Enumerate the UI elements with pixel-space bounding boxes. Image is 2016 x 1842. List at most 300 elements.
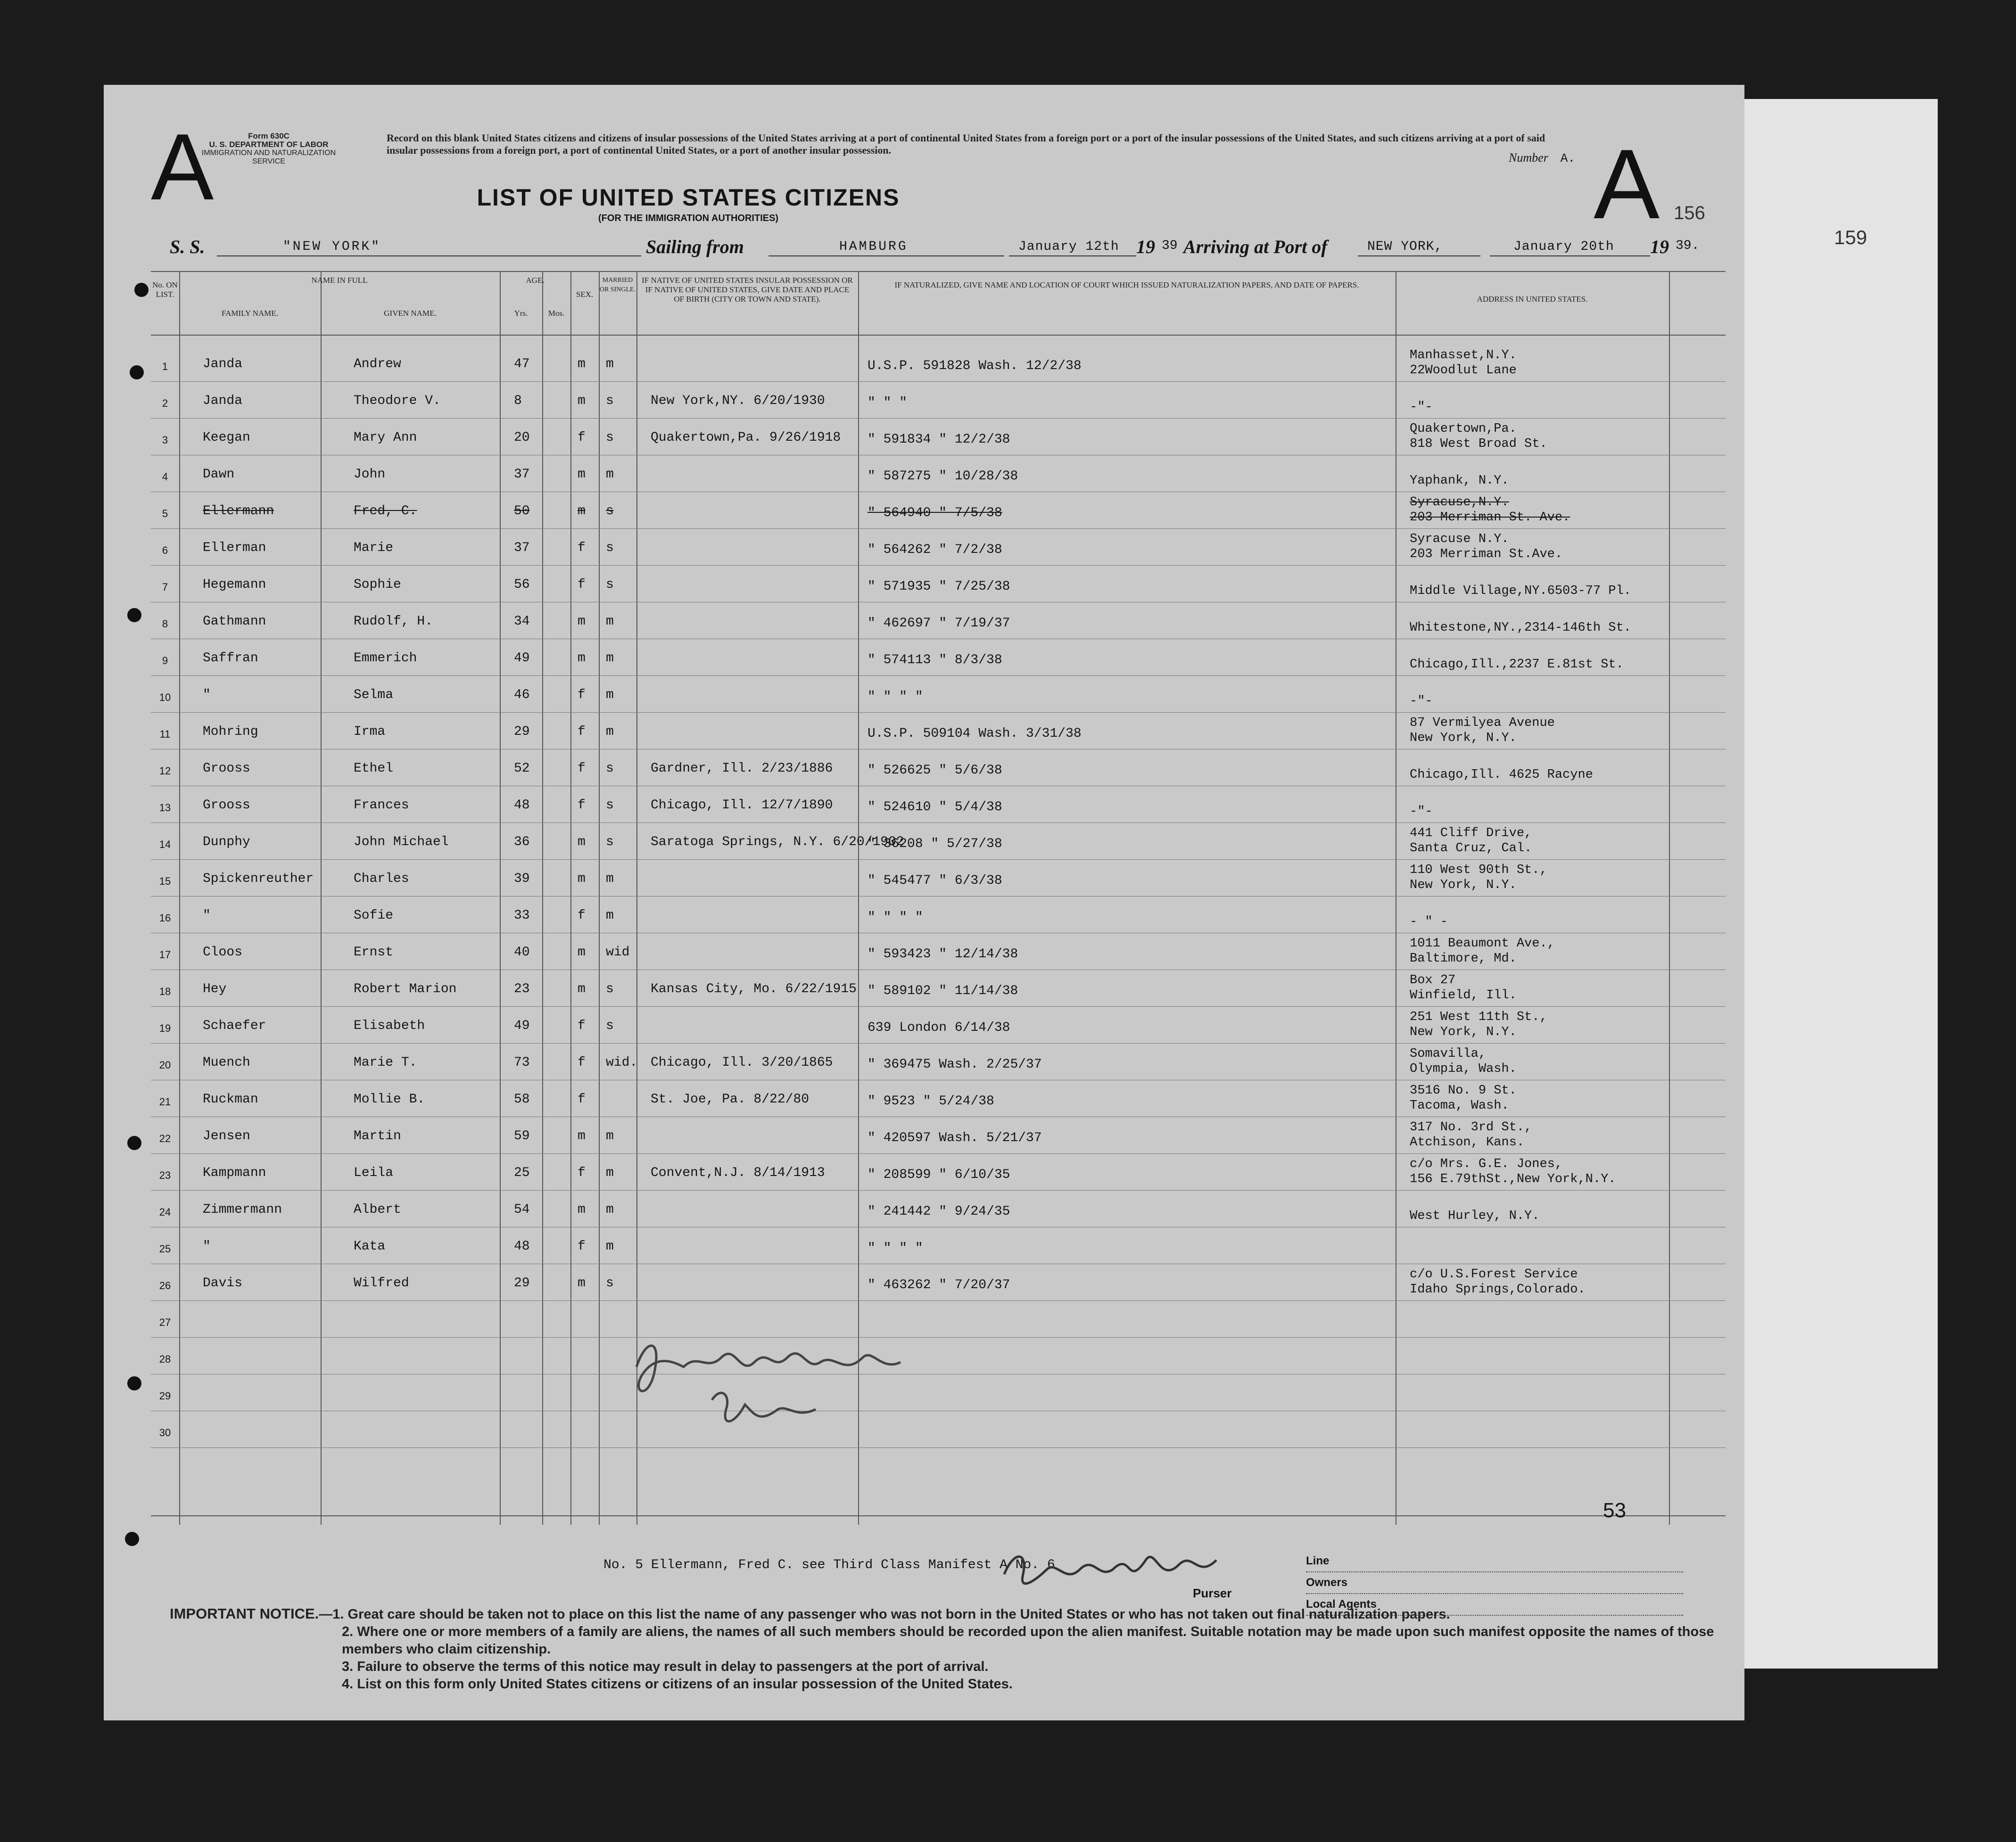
table-row	[151, 1008, 1726, 1045]
marital-status: s	[606, 1276, 614, 1291]
age-years: 36	[514, 835, 530, 849]
stamp-letter-right: A	[1594, 129, 1660, 239]
row-number: 13	[159, 802, 171, 814]
naturalization: U.S.P. 591828 Wash. 12/2/38	[868, 359, 1082, 373]
address-line-1: c/o U.S.Forest Service	[1410, 1267, 1578, 1282]
page-subtitle: (FOR THE IMMIGRATION AUTHORITIES)	[598, 213, 779, 223]
sex: f	[578, 908, 586, 923]
given-name: Marie T.	[354, 1055, 417, 1070]
col-given: GIVEN NAME.	[384, 309, 437, 318]
notice-lead: IMPORTANT NOTICE.	[170, 1605, 319, 1622]
address-line-2: Middle Village,NY.6503-77 Pl.	[1410, 584, 1631, 598]
age-years: 23	[514, 982, 530, 996]
row-number: 19	[159, 1022, 171, 1034]
table-row	[151, 1413, 1726, 1449]
given-name: Andrew	[354, 357, 401, 371]
row-number: 16	[159, 912, 171, 924]
address-line-2: Atchison, Kans.	[1410, 1135, 1525, 1150]
address-line-2: New York, N.Y.	[1410, 1025, 1517, 1039]
given-name: Albert	[354, 1202, 401, 1217]
purser-label: Purser	[1193, 1586, 1232, 1600]
address-line-2: New York, N.Y.	[1410, 878, 1517, 892]
birth-place-date: Kansas City, Mo. 6/22/1915	[651, 982, 857, 996]
sex: m	[578, 504, 586, 518]
row-number: 10	[159, 691, 171, 703]
marital-status: m	[606, 1129, 614, 1143]
marital-status: m	[606, 872, 614, 886]
table-row	[151, 604, 1726, 641]
birth-place-date: Chicago, Ill. 3/20/1865	[651, 1055, 833, 1070]
naturalization: " " " "	[868, 690, 923, 704]
family-name: Hey	[203, 982, 227, 996]
address-line-1: c/o Mrs. G.E. Jones,	[1410, 1157, 1563, 1171]
birth-place-date: New York,NY. 6/20/1930	[651, 394, 825, 408]
number-value: A.	[1560, 151, 1575, 165]
birth-place-date: St. Joe, Pa. 8/22/80	[651, 1092, 810, 1107]
line-label: Line	[1306, 1551, 1683, 1572]
given-name: Theodore V.	[354, 394, 441, 408]
address-line-2: Baltimore, Md.	[1410, 952, 1517, 966]
age-years: 50	[514, 504, 530, 518]
handwritten-number: 156	[1674, 203, 1705, 223]
family-name: Hegemann	[203, 577, 266, 592]
birth-place-date: Chicago, Ill. 12/7/1890	[651, 798, 833, 813]
row-number: 12	[159, 765, 171, 777]
address-line-2: Whitestone,NY.,2314-146th St.	[1410, 621, 1631, 635]
given-name: Sofie	[354, 908, 394, 923]
voyage-line	[170, 236, 1726, 259]
sex: f	[578, 1166, 586, 1180]
row-number: 21	[159, 1096, 171, 1108]
marital-status: s	[606, 394, 614, 408]
age-years: 56	[514, 577, 530, 592]
address-line-2: 156 E.79thSt.,New York,N.Y.	[1410, 1172, 1616, 1186]
row-number: 5	[162, 508, 168, 519]
address-line-2: West Hurley, N.Y.	[1410, 1209, 1540, 1223]
age-years: 46	[514, 688, 530, 702]
form-number: Form 630C	[248, 132, 289, 140]
given-name: Leila	[354, 1166, 394, 1180]
family-name: Schaefer	[203, 1019, 266, 1033]
birth-place-date: Convent,N.J. 8/14/1913	[651, 1166, 825, 1180]
arrive-date: January 20th	[1513, 239, 1614, 254]
marital-status: s	[606, 982, 614, 996]
address-line-1: 87 Vermilyea Avenue	[1410, 716, 1555, 730]
family-name: Ellerman	[203, 541, 266, 555]
sex: f	[578, 688, 586, 702]
port-to: NEW YORK,	[1367, 239, 1443, 254]
col-married: MARRIED OR SINGLE.	[599, 277, 636, 293]
family-name: Zimmermann	[203, 1202, 282, 1217]
age-years: 47	[514, 357, 530, 371]
marital-status: wid	[606, 945, 630, 960]
naturalization: " 462697 " 7/19/37	[868, 616, 1010, 631]
table-row	[151, 898, 1726, 935]
port-from: HAMBURG	[839, 239, 908, 254]
owners-label: Owners	[1306, 1572, 1683, 1594]
given-name: Mollie B.	[354, 1092, 425, 1107]
family-name: Janda	[203, 394, 243, 408]
naturalization: " 591834 " 12/2/38	[868, 432, 1010, 447]
punch-hole	[127, 608, 141, 622]
family-name: Saffran	[203, 651, 258, 666]
family-name: Jensen	[203, 1129, 250, 1143]
naturalization: " " " "	[868, 910, 923, 925]
address-line-1: Somavilla,	[1410, 1047, 1487, 1061]
sex: f	[578, 1055, 586, 1070]
footnote: No. 5 Ellermann, Fred C. see Third Class Manifest A No. 6	[603, 1558, 1055, 1572]
naturalization: 639 London 6/14/38	[868, 1020, 1010, 1035]
table-row	[151, 1045, 1726, 1082]
given-name: Ethel	[354, 761, 394, 776]
sex: m	[578, 872, 586, 886]
col-mos: Mos.	[548, 309, 565, 318]
ship-name: "NEW YORK"	[283, 239, 381, 254]
row-number: 8	[162, 618, 168, 630]
row-number: 1	[162, 361, 168, 372]
sex: m	[578, 357, 586, 371]
form-header	[198, 132, 339, 166]
table-row	[151, 567, 1726, 604]
row-number: 28	[159, 1353, 171, 1365]
address-line-1: 317 No. 3rd St.,	[1410, 1120, 1532, 1135]
row-number: 29	[159, 1390, 171, 1402]
address-line-2: New York, N.Y.	[1410, 731, 1517, 745]
page-number: 53	[1603, 1499, 1626, 1522]
address-line-2: Santa Cruz, Cal.	[1410, 841, 1532, 855]
table-row	[151, 1266, 1726, 1302]
age-years: 54	[514, 1202, 530, 1217]
marital-status: s	[606, 798, 614, 813]
col-birth: IF NATIVE OF UNITED STATES INSULAR POSSESSION OR IF NATIVE OF UNITED STATES, GIVE DATE AND PLACE OF BIRTH (CITY OR TOWN AND STATE).	[642, 276, 853, 304]
col-family: FAMILY NAME.	[221, 309, 279, 318]
address-line-1: 3516 No. 9 St.	[1410, 1084, 1517, 1098]
table-row	[151, 641, 1726, 677]
sex: m	[578, 651, 586, 666]
punch-hole	[130, 365, 144, 379]
sex: f	[578, 1092, 586, 1107]
naturalization: " 564262 " 7/2/38	[868, 543, 1002, 557]
notice-item-2: 2. Where one or more members of a family are aliens, the names of all such members should be recorded upon the alien manifest. Suitable notation may be made upon such manifest opposite the names of those members who claim citizenship.	[342, 1624, 1714, 1657]
age-years: 49	[514, 651, 530, 666]
sex: m	[578, 467, 586, 482]
table-row	[151, 861, 1726, 898]
punch-hole	[127, 1376, 141, 1390]
family-name: "	[203, 1239, 211, 1254]
sex: f	[578, 724, 586, 739]
address-line-1: Syracuse,N.Y.	[1410, 495, 1509, 510]
naturalization: " 587275 " 10/28/38	[868, 469, 1018, 484]
age-years: 33	[514, 908, 530, 923]
given-name: Irma	[354, 724, 386, 739]
sex: f	[578, 430, 586, 445]
handwritten-signature	[618, 1310, 938, 1499]
table-row	[151, 751, 1726, 788]
family-name: Kampmann	[203, 1166, 266, 1180]
col-sex: SEX.	[576, 290, 594, 299]
col-naturalized: IF NATURALIZED, GIVE NAME AND LOCATION OF COURT WHICH ISSUED NATURALIZATION PAPERS, AND DATE OF PAPERS.	[894, 280, 1359, 289]
marital-status: m	[606, 688, 614, 702]
row-number: 24	[159, 1206, 171, 1218]
row-number: 9	[162, 655, 168, 666]
age-years: 58	[514, 1092, 530, 1107]
age-years: 59	[514, 1129, 530, 1143]
birth-place-date: Saratoga Springs, N.Y. 6/20/1902	[651, 835, 904, 849]
sex: m	[578, 1129, 586, 1143]
marital-status: m	[606, 1202, 614, 1217]
row-number: 4	[162, 471, 168, 483]
address-line-1: Quakertown,Pa.	[1410, 422, 1517, 436]
age-years: 37	[514, 541, 530, 555]
col-name-in-full: NAME IN FULL	[311, 276, 368, 285]
age-years: 48	[514, 1239, 530, 1254]
row-number: 20	[159, 1059, 171, 1071]
family-name: Dunphy	[203, 835, 250, 849]
address-line-2: Idaho Springs,Colorado.	[1410, 1283, 1586, 1297]
given-name: Charles	[354, 872, 409, 886]
given-name: Kata	[354, 1239, 386, 1254]
family-name: Spickenreuther	[203, 872, 314, 886]
address-line-2: Yaphank, N.Y.	[1410, 474, 1509, 488]
given-name: Wilfred	[354, 1276, 409, 1291]
address-line-2: -"-	[1410, 400, 1433, 414]
family-name: Davis	[203, 1276, 243, 1291]
marital-status: m	[606, 614, 614, 629]
address-line-2: Tacoma, Wash.	[1410, 1099, 1509, 1113]
naturalization: " 593423 " 12/14/38	[868, 947, 1018, 962]
row-number: 22	[159, 1133, 171, 1144]
naturalization: " 9523 " 5/24/38	[868, 1094, 994, 1109]
sex: m	[578, 614, 586, 629]
table-row	[151, 1118, 1726, 1155]
table-row	[151, 1339, 1726, 1376]
family-name: Grooss	[203, 761, 250, 776]
preamble: Record on this blank United States citizens and citizens of insular possessions of the United States arriving at a port of continental United States from a foreign port or a port of the insular possessions of the United States, and such citizens arriving at a port of said insular possessions from a foreign port, a port of continental United States, or a port of another insular possession.	[387, 132, 1545, 156]
family-name: Cloos	[203, 945, 243, 960]
given-name: Fred, C.	[354, 504, 417, 518]
marital-status: m	[606, 651, 614, 666]
sex: f	[578, 577, 586, 592]
naturalization: U.S.P. 509104 Wash. 3/31/38	[868, 726, 1082, 741]
col-yrs: Yrs.	[514, 309, 528, 318]
notice-item-3: 3. Failure to observe the terms of this notice may result in delay to passengers at the port of arrival.	[342, 1659, 989, 1674]
family-name: Muench	[203, 1055, 250, 1070]
row-number: 6	[162, 544, 168, 556]
given-name: Frances	[354, 798, 409, 813]
col-age: AGE.	[526, 276, 545, 285]
marital-status: m	[606, 1166, 614, 1180]
naturalization: " 463262 " 7/20/37	[868, 1278, 1010, 1292]
important-notice	[170, 1605, 1726, 1693]
address-line-1: 1011 Beaumont Ave.,	[1410, 937, 1555, 951]
row-number: 3	[162, 434, 168, 446]
age-years: 39	[514, 872, 530, 886]
birth-place-date: Gardner, Ill. 2/23/1886	[651, 761, 833, 776]
sex: m	[578, 1202, 586, 1217]
address-line-2: Winfield, Ill.	[1410, 988, 1517, 1003]
marital-status: m	[606, 908, 614, 923]
notice-item-4: 4. List on this form only United States citizens or citizens of an insular possession of the United States.	[342, 1677, 1013, 1692]
punch-hole	[125, 1532, 139, 1546]
family-name: Janda	[203, 357, 243, 371]
family-name: Gathmann	[203, 614, 266, 629]
row-number: 11	[159, 728, 171, 740]
row-number: 2	[162, 397, 168, 409]
arriving-label: Arriving at Port of	[1183, 236, 1328, 257]
table-row	[151, 1302, 1726, 1339]
address-line-2: -"-	[1410, 805, 1433, 819]
naturalization: " 369475 Wash. 2/25/37	[868, 1057, 1042, 1072]
address-line-2: Olympia, Wash.	[1410, 1062, 1517, 1076]
local-agents-label: Local Agents	[1306, 1594, 1683, 1616]
row-number: 14	[159, 839, 171, 850]
row-number: 17	[159, 949, 171, 961]
table-row	[151, 1376, 1726, 1413]
naturalization: " 420597 Wash. 5/21/37	[868, 1131, 1042, 1145]
marital-status: s	[606, 761, 614, 776]
family-name: Ruckman	[203, 1092, 258, 1107]
given-name: Ernst	[354, 945, 394, 960]
age-years: 73	[514, 1055, 530, 1070]
naturalization: " 571935 " 7/25/38	[868, 579, 1010, 594]
address-line-2: 22Woodlut Lane	[1410, 363, 1517, 378]
age-years: 49	[514, 1019, 530, 1033]
row-number: 26	[159, 1280, 171, 1291]
sex: f	[578, 541, 586, 555]
naturalization: " 526625 " 5/6/38	[868, 763, 1002, 778]
row-number: 23	[159, 1169, 171, 1181]
depart-year: 39	[1162, 238, 1178, 253]
address-line-2: -"-	[1410, 694, 1433, 708]
given-name: Robert Marion	[354, 982, 457, 996]
table-row	[151, 1192, 1726, 1229]
table-row	[151, 530, 1726, 567]
naturalization: " 564940 " 7/5/38	[868, 506, 1002, 520]
family-name: "	[203, 908, 211, 923]
table-row	[151, 788, 1726, 824]
given-name: Martin	[354, 1129, 401, 1143]
address-line-1: 251 West 11th St.,	[1410, 1010, 1547, 1024]
punch-hole	[134, 283, 149, 297]
table-row	[151, 824, 1726, 861]
passenger-table	[151, 271, 1726, 1525]
naturalization: " 241442 " 9/24/35	[868, 1204, 1010, 1219]
punch-hole	[127, 1136, 141, 1150]
table-row	[151, 457, 1726, 493]
row-number: 18	[159, 986, 171, 997]
age-years: 29	[514, 724, 530, 739]
age-years: 48	[514, 798, 530, 813]
sex: m	[578, 945, 586, 960]
address-line-2: 203 Merriman St. Ave.	[1410, 510, 1570, 525]
sex: m	[578, 982, 586, 996]
ss-label: S. S.	[170, 236, 205, 257]
naturalization: " 589102 " 11/14/38	[868, 984, 1018, 998]
address-line-1: 441 Cliff Drive,	[1410, 826, 1532, 840]
department: U. S. DEPARTMENT OF LABOR	[209, 140, 329, 149]
col-address: ADDRESS IN UNITED STATES.	[1477, 295, 1588, 304]
sex: f	[578, 798, 586, 813]
table-row	[151, 493, 1726, 530]
back-page-number: 159	[1834, 226, 1867, 248]
family-name: "	[203, 688, 211, 702]
sex: m	[578, 394, 586, 408]
naturalization: " 36208 " 5/27/38	[868, 837, 1002, 851]
given-name: Elisabeth	[354, 1019, 425, 1033]
address-line-1: Syracuse N.Y.	[1410, 532, 1509, 546]
age-years: 37	[514, 467, 530, 482]
number-label: Number	[1509, 151, 1548, 164]
naturalization: " " "	[868, 395, 908, 410]
arrive-year: 39.	[1676, 238, 1700, 253]
marital-status: m	[606, 1239, 614, 1254]
page-title: LIST OF UNITED STATES CITIZENS	[477, 184, 900, 211]
age-years: 8	[514, 394, 522, 408]
arrive-year-prefix: 19	[1650, 236, 1669, 257]
marital-status: m	[606, 357, 614, 371]
list-number	[1509, 151, 1575, 165]
sex: m	[578, 1276, 586, 1291]
given-name: Rudolf, H.	[354, 614, 433, 629]
row-number: 7	[162, 581, 168, 593]
marital-status: m	[606, 724, 614, 739]
family-name: Mohring	[203, 724, 258, 739]
sex: m	[578, 835, 586, 849]
given-name: Marie	[354, 541, 394, 555]
depart-date: January 12th	[1018, 239, 1119, 254]
naturalization: " 208599 " 6/10/35	[868, 1168, 1010, 1182]
marital-status: s	[606, 835, 614, 849]
family-name: Grooss	[203, 798, 250, 813]
naturalization: " 545477 " 6/3/38	[868, 873, 1002, 888]
naturalization: " 524610 " 5/4/38	[868, 800, 1002, 814]
table-row	[151, 1082, 1726, 1118]
table-row	[151, 346, 1726, 383]
row-number: 25	[159, 1243, 171, 1255]
stamp-letter-left: A	[151, 115, 214, 220]
family-name: Keegan	[203, 430, 250, 445]
age-years: 25	[514, 1166, 530, 1180]
address-line-1: Manhasset,N.Y.	[1410, 348, 1517, 362]
age-years: 34	[514, 614, 530, 629]
row-number: 30	[159, 1427, 171, 1439]
address-line-2: 203 Merriman St.Ave.	[1410, 547, 1563, 561]
address-line-2: Chicago,Ill. 4625 Racyne	[1410, 768, 1593, 782]
table-row	[151, 971, 1726, 1008]
table-row	[151, 420, 1726, 457]
marital-status: s	[606, 504, 614, 518]
row-number: 27	[159, 1316, 171, 1328]
naturalization: " 574113 " 8/3/38	[868, 653, 1002, 667]
sailing-label: Sailing from	[646, 236, 744, 257]
sex: f	[578, 1019, 586, 1033]
age-years: 40	[514, 945, 530, 960]
age-years: 20	[514, 430, 530, 445]
table-row	[151, 1155, 1726, 1192]
marital-status: s	[606, 430, 614, 445]
family-name: Dawn	[203, 467, 235, 482]
table-row	[151, 677, 1726, 714]
given-name: John Michael	[354, 835, 449, 849]
address-line-1: Box 27	[1410, 973, 1456, 987]
given-name: Emmerich	[354, 651, 417, 666]
depart-year-prefix: 19	[1136, 236, 1155, 257]
address-line-2: - " -	[1410, 915, 1448, 929]
address-line-2: Chicago,Ill.,2237 E.81st St.	[1410, 658, 1624, 672]
table-row	[151, 935, 1726, 971]
manifest-sheet	[104, 85, 1744, 1720]
naturalization: " " " "	[868, 1241, 923, 1256]
